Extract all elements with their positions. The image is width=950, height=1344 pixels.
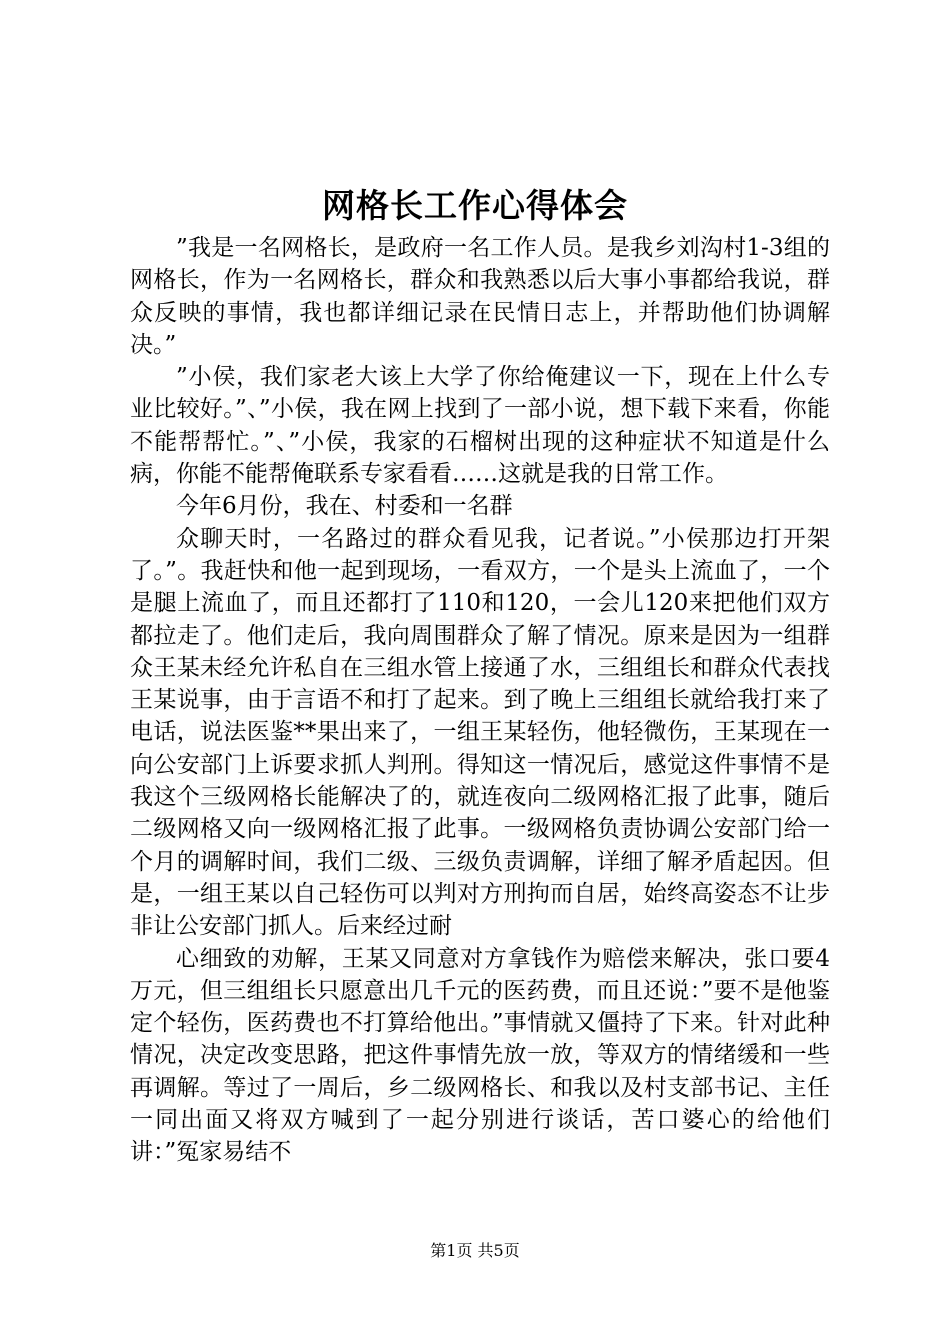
paragraph-4: 众聊天时，一名路过的群众看见我，记者说。”小侯那边打开架了。”。我赶快和他一起到现场，一看双方，一个是头上流血了，一个是腿上流血了，而且还都打了110和120，一会儿120来把他们双方都拉走了。他们走后，我向周围群众了解了情况。原来是因为一组群众王某未经允许私自在三组水管上接通了水，三组组长和群众代表找王某说事，由于言语不和打了起来。到了晚上三组组长就给我打来了电话，说法医鉴**果出来了，一组王某轻伤，他轻微伤，王某现在一向公安部门上诉要求抓人判刑。得知这一情况后，感觉这件事情不是我这个三级网格长能解决了的，就连夜向二级网格汇报了此事，随后二级网格又向一级网格汇报了此事。一级网格负责协调公安部门给一个月的调解时间，我们二级、三级负责调解，详细了解矛盾起因。但是，一组王某以自己轻伤可以判对方刑拘而自居，始终高姿态不让步非让公安部门抓人。后来经过耐 bbox=[130, 525, 830, 940]
paragraph-3: 今年6月份，我在、村委和一名群 bbox=[176, 493, 513, 520]
page-footer: 第1页 共5页 bbox=[430, 1241, 520, 1260]
paragraph-5: 心细致的劝解，王某又同意对方拿钱作为赔偿来解决，张口要4万元，但三组组长只愿意出几千元的医药费，而且还说：”要不是他鉴定个轻伤，医药费也不打算给他出。”事情就又僵持了下来。针对此种情况，决定改变思路，把这件事情先放一放，等双方的情绪缓和一些再调解。等过了一周后，乡二级网格长、和我以及村支部书记、主任一同出面又将双方喊到了一起分别进行谈话，苦口婆心的给他们讲：”冤家易结不 bbox=[130, 945, 830, 1166]
document-body bbox=[130, 232, 830, 1169]
paragraph-1: ”我是一名网格长，是政府一名工作人员。是我乡刘沟村1-3组的网格长，作为一名网格长，群众和我熟悉以后大事小事都给我说，群众反映的事情，我也都详细记录在民情日志上，并帮助他们协调解决。” bbox=[130, 235, 830, 358]
document-title: 网格长工作心得体会 bbox=[322, 186, 628, 225]
paragraph-2: ”小侯，我们家老大该上大学了你给俺建议一下，现在上什么专业比较好。”、”小侯，我在网上找到了一部小说，想下载下来看，你能不能帮帮忙。”、”小侯，我家的石榴树出现的这种症状不知道是什么病，你能不能帮俺联系专家看看……这就是我的日常工作。 bbox=[130, 364, 830, 488]
